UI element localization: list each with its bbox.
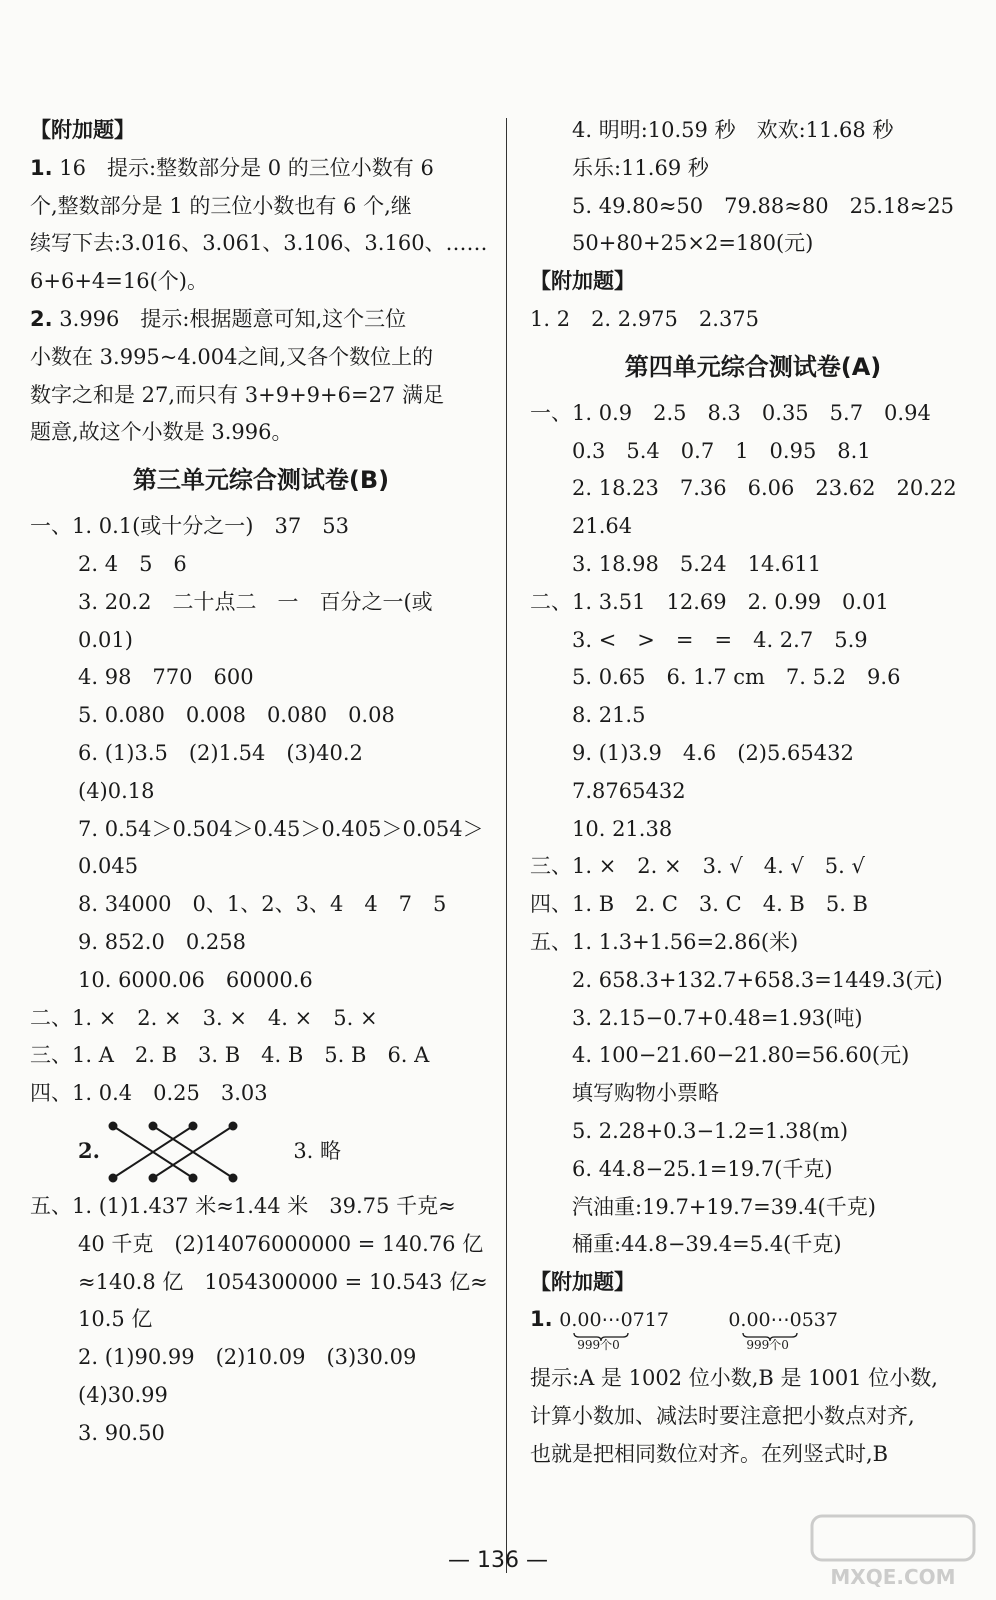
answer-line: 一、1. 0.9 2.5 8.3 0.35 5.7 0.94 [530,400,931,425]
page-number: — 136 — [448,1548,548,1573]
matching-lines-diagram [107,1120,257,1184]
answer-line: 4. 100−21.60−21.80=56.60(元) [572,1043,910,1068]
answer-line: 8. 21.5 [572,703,646,728]
answer-line: 5. 0.65 6. 1.7 cm 7. 5.2 9.6 [572,665,901,690]
answer-line-matching: 2. 3. 略 [30,1113,492,1188]
answer-line: 二、1. 3.51 12.69 2. 0.99 0.01 [530,589,889,614]
answer-line: (4)0.18 [78,778,155,803]
answer-line: 桶重:44.8−39.4=5.4(千克) [572,1232,842,1257]
answer-line: 6. (1)3.5 (2)1.54 (3)40.2 [78,740,363,765]
answer-line: 0.3 5.4 0.7 1 0.95 8.1 [572,438,871,463]
answer-line: 5. 0.080 0.008 0.080 0.08 [78,703,395,728]
right-column [530,112,976,1473]
section-title: 第四单元综合测试卷(A) [624,352,882,381]
answer-line: 1. 2 2. 2.975 2.375 [530,306,760,331]
answer-line: 7. 0.54＞0.504＞0.45＞0.405＞0.054＞ [78,816,484,841]
answer-line: 9. 852.0 0.258 [78,929,246,954]
answer-line: 提示:A 是 1002 位小数,B 是 1001 位小数, [530,1365,938,1390]
extra-heading: 【附加题】 [30,118,135,142]
extra-heading: 【附加题】 [530,1270,635,1295]
answer-line: 3. 18.98 5.24 14.611 [572,551,822,576]
answer-line: 一、1. 0.1(或十分之一) 37 53 [30,514,349,539]
answer-line: 五、1. 1.3+1.56=2.86(米) [530,929,799,954]
underbrace-number-b: 0.00⋯0537 999个0 [728,1308,838,1352]
answer-line: 7.8765432 [572,778,686,803]
underbrace-number-a: 0.00⋯0717 999个0 [559,1308,669,1352]
column-divider [506,118,507,1573]
answer-line: 2. (1)90.99 (2)10.09 (3)30.09 [78,1345,417,1370]
answer-line: 四、1. B 2. C 3. C 4. B 5. B [530,892,868,917]
answer-line: 三、1. × 2. × 3. √ 4. √ 5. √ [530,854,865,879]
answer-line-underbrace: 1. 0.00⋯0717 999个0 0.00⋯0537 999个0 [530,1302,976,1360]
answer-line: 0.01) [78,627,133,652]
answer-line: ≈140.8 亿 1054300000 = 10.543 亿≈ [78,1269,488,1294]
answer-line: 3. 20.2 二十点二 一 百分之一(或 [78,589,433,614]
answer-line: 汽油重:19.7+19.7=39.4(千克) [572,1194,876,1219]
svg-text:MXQE.COM: MXQE.COM [830,1565,956,1589]
answer-line: 6. 44.8−25.1=19.7(千克) [572,1156,833,1181]
answer-line: 乐乐:11.69 秒 [572,155,709,180]
answer-line: 21.64 [572,514,633,539]
answer-line: 四、1. 0.4 0.25 3.03 [30,1081,268,1106]
answer-line: 个,整数部分是 1 的三位小数也有 6 个,继 [30,193,412,218]
extra-heading: 【附加题】 [530,269,635,294]
watermark-logo [808,1512,978,1592]
answer-line: 3. < > = = 4. 2.7 5.9 [572,627,868,652]
answer-line: 4. 98 770 600 [78,665,254,690]
answer-line: 也就是把相同数位对齐。在列竖式时,B [530,1441,889,1466]
answer-line: 续写下去:3.016、3.061、3.106、3.160、…… [30,231,488,256]
answer-line: 三、1. A 2. B 3. B 4. B 5. B 6. A [30,1043,430,1068]
answer-line: 3. 90.50 [78,1420,165,1445]
answer-line: 10. 6000.06 60000.6 [78,967,313,992]
answer-line: 0.045 [78,854,139,879]
answer-line: 5. 2.28+0.3−1.2=1.38(m) [572,1118,849,1143]
answer-line: 填写购物小票略 [572,1081,719,1106]
answer-line: 40 千克 (2)14076000000 = 140.76 亿 [78,1231,484,1256]
answer-line: 10.5 亿 [78,1307,153,1332]
answer-line: 8. 34000 0、1、2、3、4 4 7 5 [78,892,447,917]
answer-line: 题意,故这个小数是 3.996。 [30,420,293,445]
answer-line: 50+80+25×2=180(元) [572,231,814,256]
answer-line: 2. 18.23 7.36 6.06 23.62 20.22 [572,476,957,501]
answer-line: 计算小数加、减法时要注意把小数点对齐, [530,1403,915,1428]
left-column [30,112,492,1453]
answer-line: 二、1. × 2. × 3. × 4. × 5. × [30,1005,378,1030]
answer-line: (4)30.99 [78,1382,168,1407]
answer-line: 1. 16 提示:整数部分是 0 的三位小数有 6 [30,155,434,180]
answer-line: 3. 2.15−0.7+0.48=1.93(吨) [572,1005,863,1030]
answer-line: 5. 49.80≈50 79.88≈80 25.18≈25 [572,193,955,218]
answer-line: 9. (1)3.9 4.6 (2)5.65432 [572,740,854,765]
answer-line: 2. 658.3+132.7+658.3=1449.3(元) [572,967,943,992]
section-title: 第三单元综合测试卷(B) [132,466,390,495]
answer-line: 五、1. (1)1.437 米≈1.44 米 39.75 千克≈ [30,1193,456,1218]
answer-line: 6+6+4=16(个)。 [30,269,208,294]
answer-line: 2. 4 5 6 [78,551,187,576]
answer-line: 2. 3.996 提示:根据题意可知,这个三位 [30,306,407,331]
answer-line: 小数在 3.995~4.004之间,又各个数位上的 [30,344,434,369]
answer-line: 10. 21.38 [572,816,673,841]
answer-line: 4. 明明:10.59 秒 欢欢:11.68 秒 [572,118,894,142]
answer-line: 数字之和是 27,而只有 3+9+9+6=27 满足 [30,382,444,407]
